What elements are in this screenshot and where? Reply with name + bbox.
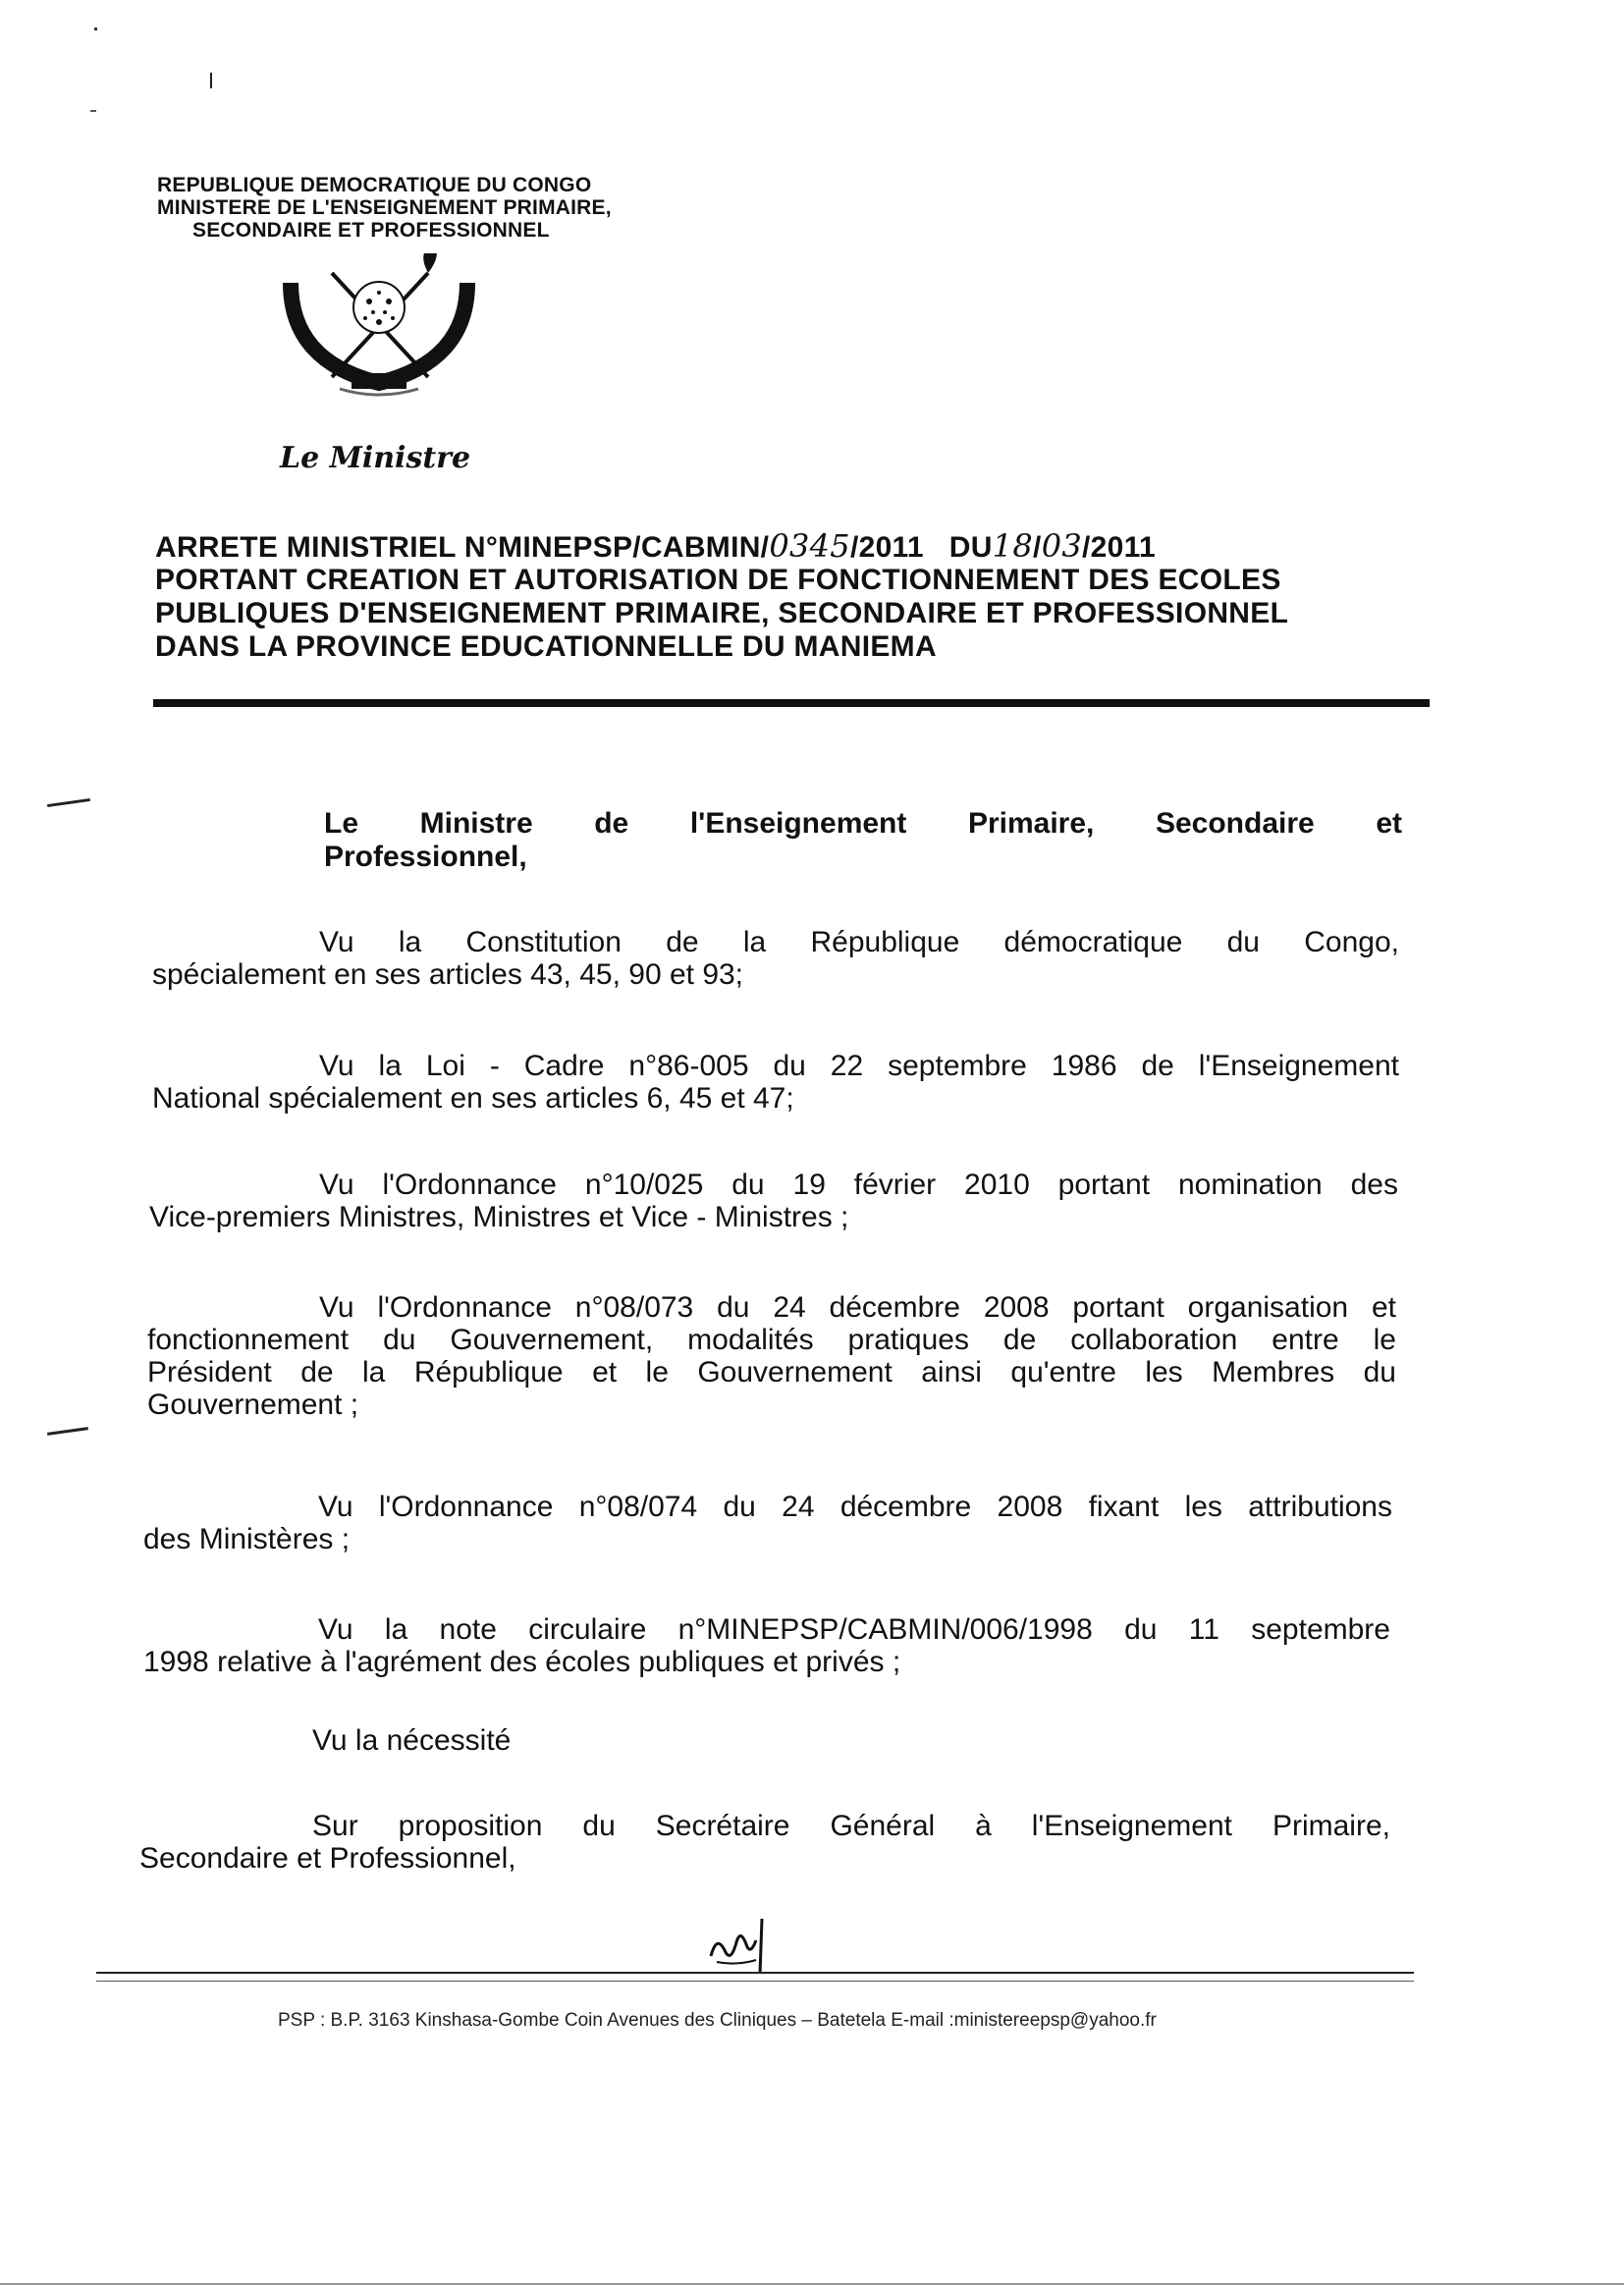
visa-line: Vu l'Ordonnance n°10/025 du 19 février 2010 portant nomination des: [319, 1169, 1398, 1201]
visa-line: Vu la nécessité: [312, 1724, 512, 1757]
letterhead-country: REPUBLIQUE DEMOCRATIQUE DU CONGO: [157, 174, 592, 196]
footer-address: PSP : B.P. 3163 Kinshasa-Gombe Coin Avenues des Cliniques – Batetela E-mail :ministereepsp@yahoo.fr: [278, 2010, 1157, 2031]
visa-line: Secondaire et Professionnel,: [139, 1842, 516, 1875]
decree-title-line2: PORTANT CREATION ET AUTORISATION DE FONCTIONNEMENT DES ECOLES: [155, 564, 1281, 596]
visa-paragraph: [312, 1724, 511, 1757]
preamble-line: Le Ministre de l'Enseignement Primaire, Secondaire et: [324, 807, 1402, 840]
handwritten-initials: [703, 1917, 782, 1976]
handwritten-decree-number: 0345: [769, 527, 850, 565]
visa-paragraph: [139, 1810, 1390, 1875]
scan-mark: [210, 73, 212, 88]
visa-line: Vu la Constitution de la République démocratique du Congo,: [319, 926, 1399, 958]
scan-mark: [94, 27, 97, 30]
visa-line: Président de la République et le Gouvernement ainsi qu'entre les Membres du: [147, 1356, 1396, 1388]
issuer-title: Le Ministre: [280, 441, 471, 475]
preamble-line: Professionnel,: [324, 841, 527, 873]
visa-paragraph: [143, 1613, 1390, 1678]
letterhead: [157, 174, 612, 242]
coat-of-arms-seal: [271, 253, 487, 401]
visa-line: Vu la note circulaire n°MINEPSP/CABMIN/006/1998 du 11 septembre: [318, 1613, 1390, 1646]
visa-line: Vu la Loi - Cadre n°86-005 du 22 septembre 1986 de l'Enseignement: [319, 1050, 1399, 1082]
decree-title-line4: DANS LA PROVINCE EDUCATIONNELLE DU MANIEMA: [155, 630, 937, 663]
visa-line: 1998 relative à l'agrément des écoles publiques et privés ;: [143, 1646, 901, 1678]
decree-number-prefix: ARRETE MINISTRIEL N°MINEPSP/CABMIN/: [155, 531, 770, 564]
letterhead-ministry: MINISTERE DE L'ENSEIGNEMENT PRIMAIRE,: [157, 196, 612, 219]
scan-mark: [90, 110, 96, 112]
visa-line: Vice-premiers Ministres, Ministres et Vice - Ministres ;: [149, 1201, 849, 1233]
visa-paragraph: [152, 1050, 1399, 1115]
footer-divider-lower: [96, 1981, 1414, 1982]
visa-line: National spécialement en ses articles 6, 45 et 47;: [152, 1082, 794, 1115]
scan-edge: [0, 2283, 1624, 2285]
date-year: /2011: [1082, 531, 1156, 564]
title-divider: [153, 699, 1430, 707]
decree-year: /2011: [849, 531, 924, 564]
visa-paragraph: [143, 1491, 1392, 1555]
handwritten-month: 03: [1041, 527, 1083, 565]
scan-mark: [47, 798, 90, 807]
visa-line: fonctionnement du Gouvernement, modalités pratiques de collaboration entre le: [147, 1324, 1396, 1356]
handwritten-day: 18: [992, 527, 1034, 565]
visa-line: Gouvernement ;: [147, 1388, 359, 1421]
visa-paragraph: [149, 1169, 1398, 1233]
visa-line: des Ministères ;: [143, 1523, 351, 1555]
visa-line: Vu l'Ordonnance n°08/074 du 24 décembre 2008 fixant les attributions: [318, 1491, 1392, 1523]
visa-line: Sur proposition du Secrétaire Général à l'Enseignement Primaire,: [312, 1810, 1390, 1842]
date-label: DU: [948, 531, 993, 564]
letterhead-ministry-sub: SECONDAIRE ET PROFESSIONNEL: [192, 219, 550, 242]
scan-mark: [47, 1427, 88, 1436]
decree-title-line3: PUBLIQUES D'ENSEIGNEMENT PRIMAIRE, SECONDAIRE ET PROFESSIONNEL: [155, 597, 1289, 629]
visa-line: Vu l'Ordonnance n°08/073 du 24 décembre 2008 portant organisation et: [319, 1291, 1396, 1324]
visa-paragraph: [147, 1291, 1396, 1421]
decree-title-line1: [155, 527, 1156, 565]
footer-divider: [96, 1972, 1414, 1974]
visa-paragraph: [152, 926, 1399, 991]
preamble: [324, 807, 1402, 874]
visa-line: spécialement en ses articles 43, 45, 90 et 93;: [152, 958, 744, 991]
date-separator: /: [1033, 531, 1042, 564]
